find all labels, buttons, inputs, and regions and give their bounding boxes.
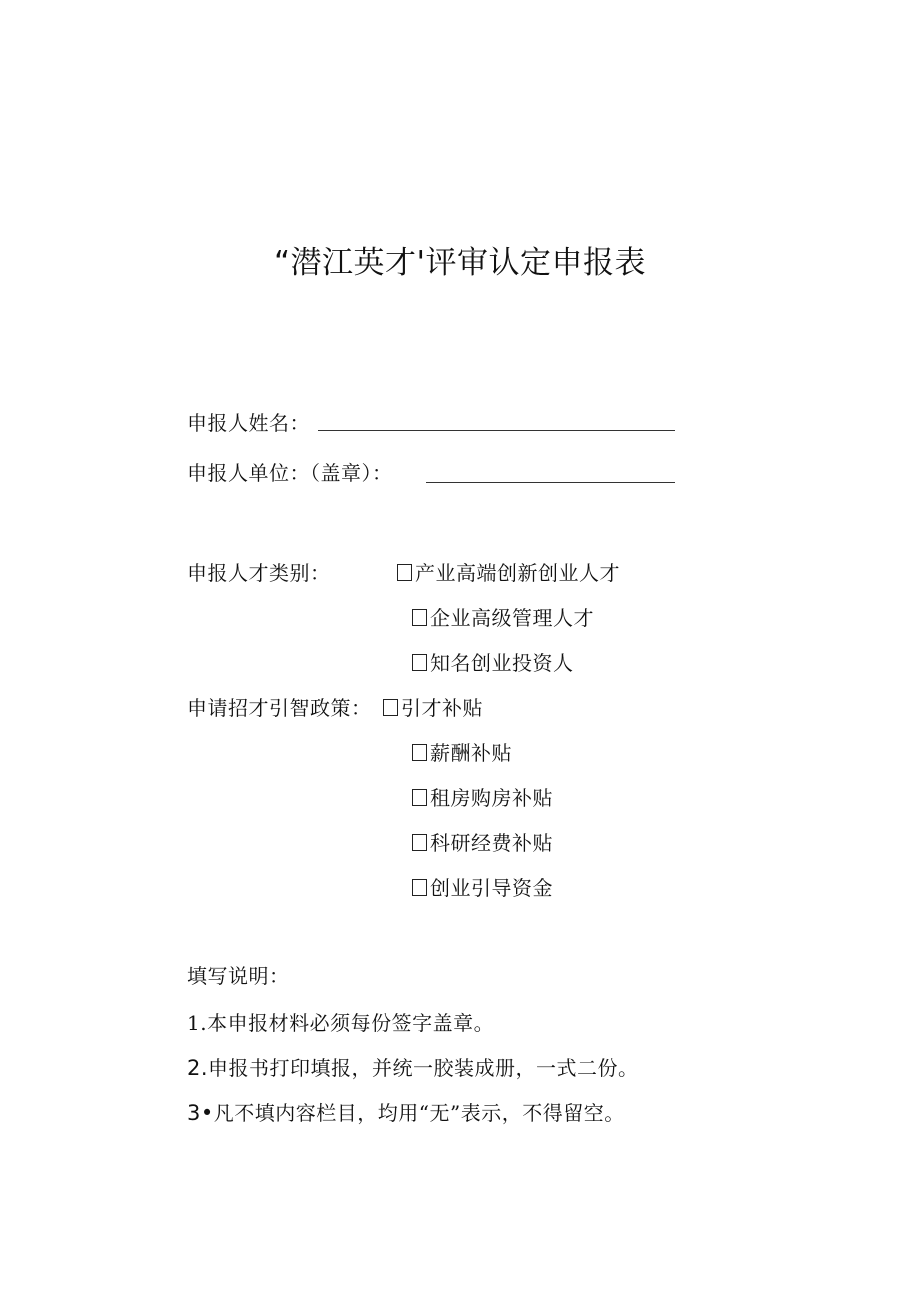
talent-option-industry[interactable] bbox=[397, 559, 620, 587]
applicant-name-label: 申报人姓名： bbox=[187, 411, 310, 435]
checkbox[interactable] bbox=[412, 654, 427, 671]
option-label: 引才补贴 bbox=[401, 696, 483, 720]
option-label: 科研经费补贴 bbox=[430, 831, 553, 855]
instruction-text: 本申报材料必须每份签字盖章。 bbox=[207, 1011, 495, 1035]
instruction-number: 1. bbox=[187, 1011, 208, 1035]
instruction-number: 3• bbox=[187, 1101, 214, 1125]
applicant-unit-field[interactable] bbox=[426, 482, 675, 483]
option-label: 创业引导资金 bbox=[430, 876, 553, 900]
policy-option-salary-subsidy[interactable] bbox=[412, 739, 512, 767]
checkbox[interactable] bbox=[412, 744, 427, 761]
option-label: 薪酬补贴 bbox=[430, 741, 512, 765]
instruction-number: 2. bbox=[187, 1056, 209, 1080]
instruction-item bbox=[187, 1099, 625, 1127]
checkbox[interactable] bbox=[412, 879, 427, 896]
checkbox[interactable] bbox=[383, 699, 398, 716]
talent-option-investor[interactable] bbox=[412, 649, 574, 677]
instruction-text: 凡不填内容栏目，均用“无”表示，不得留空。 bbox=[213, 1101, 625, 1125]
instructions-heading: 填写说明： bbox=[187, 964, 290, 988]
checkbox[interactable] bbox=[412, 609, 427, 626]
applicant-name-field[interactable] bbox=[318, 430, 675, 431]
talent-option-management[interactable] bbox=[412, 604, 594, 632]
policy-option-housing-subsidy[interactable] bbox=[412, 784, 553, 812]
option-label: 企业高级管理人才 bbox=[430, 606, 594, 630]
policy-option-research-subsidy[interactable] bbox=[412, 829, 553, 857]
option-label: 租房购房补贴 bbox=[430, 786, 553, 810]
policy-label: 申请招才引智政策： bbox=[187, 696, 372, 720]
policy-option-talent-subsidy[interactable] bbox=[383, 694, 483, 722]
option-label: 知名创业投资人 bbox=[430, 651, 574, 675]
talent-category-label: 申报人才类别： bbox=[187, 561, 331, 585]
instruction-text: 申报书打印填报，并统一胶装成册，一式二份。 bbox=[208, 1056, 639, 1080]
checkbox[interactable] bbox=[412, 789, 427, 806]
form-title: “潜江英才'评审认定申报表 bbox=[273, 245, 647, 281]
instruction-item bbox=[187, 1009, 494, 1037]
checkbox[interactable] bbox=[397, 564, 412, 581]
instruction-item bbox=[187, 1054, 639, 1082]
option-label: 产业高端创新创业人才 bbox=[415, 561, 620, 585]
checkbox[interactable] bbox=[412, 834, 427, 851]
applicant-unit-label: 申报人单位：（盖章）： bbox=[187, 461, 393, 485]
policy-option-startup-fund[interactable] bbox=[412, 874, 553, 902]
